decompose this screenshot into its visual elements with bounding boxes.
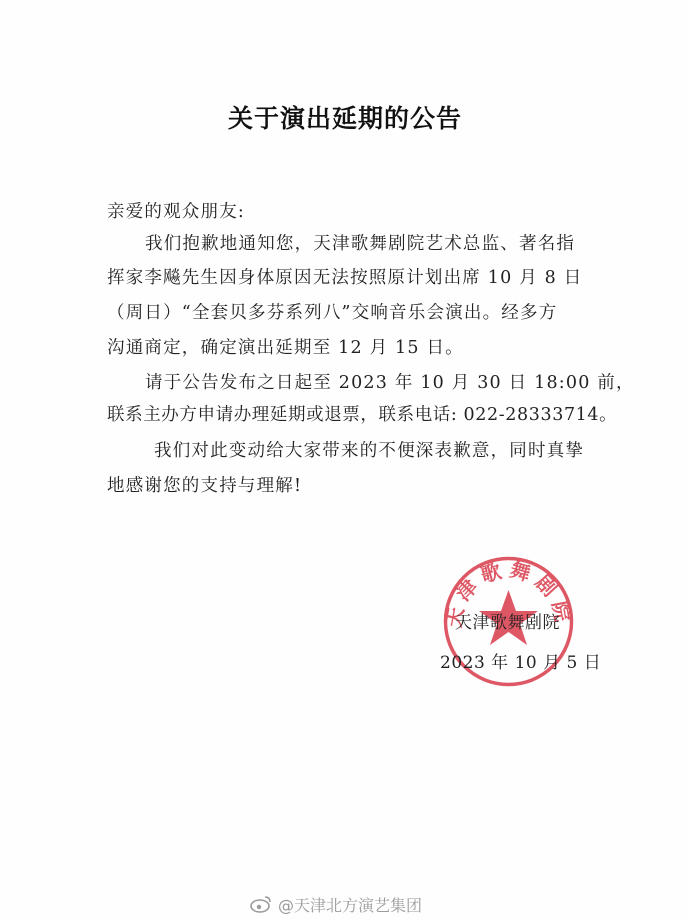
signature-organization: 天津歌舞剧院 (455, 613, 560, 633)
paragraph-line: 地感谢您的支持与理解! (107, 476, 303, 496)
paragraph-line: 联系主办方申请办理延期或退票，联系电话: 022-28333714。 (107, 405, 618, 425)
paragraph-line: 请于公告发布之日起至 2023 年 10 月 30 日 18:00 前， (145, 373, 635, 393)
watermark-text: @天津北方演艺集团 (278, 895, 423, 915)
svg-text:天津歌舞剧院: 天津歌舞剧院 (441, 557, 576, 630)
signature-date: 2023 年 10 月 5 日 (440, 653, 602, 673)
watermark (250, 893, 422, 915)
document-title: 关于演出延期的公告 (227, 104, 462, 133)
paragraph-line: 我们对此变动给大家带来的不便深表歉意，同时真挚 (154, 441, 585, 461)
weibo-icon (250, 895, 272, 913)
paragraph-line: （周日）“全套贝多芬系列八”交响音乐会演出。经多方 (107, 303, 558, 323)
paragraph-line: 我们抱歉地通知您，天津歌舞剧院艺术总监、著名指 (145, 234, 576, 254)
salutation: 亲爱的观众朋友: (107, 202, 245, 222)
paragraph-line: 沟通商定，确定演出延期至 12 月 15 日。 (107, 338, 464, 358)
paragraph-line: 挥家李飚先生因身体原因无法按照原计划出席 10 月 8 日 (107, 268, 583, 288)
